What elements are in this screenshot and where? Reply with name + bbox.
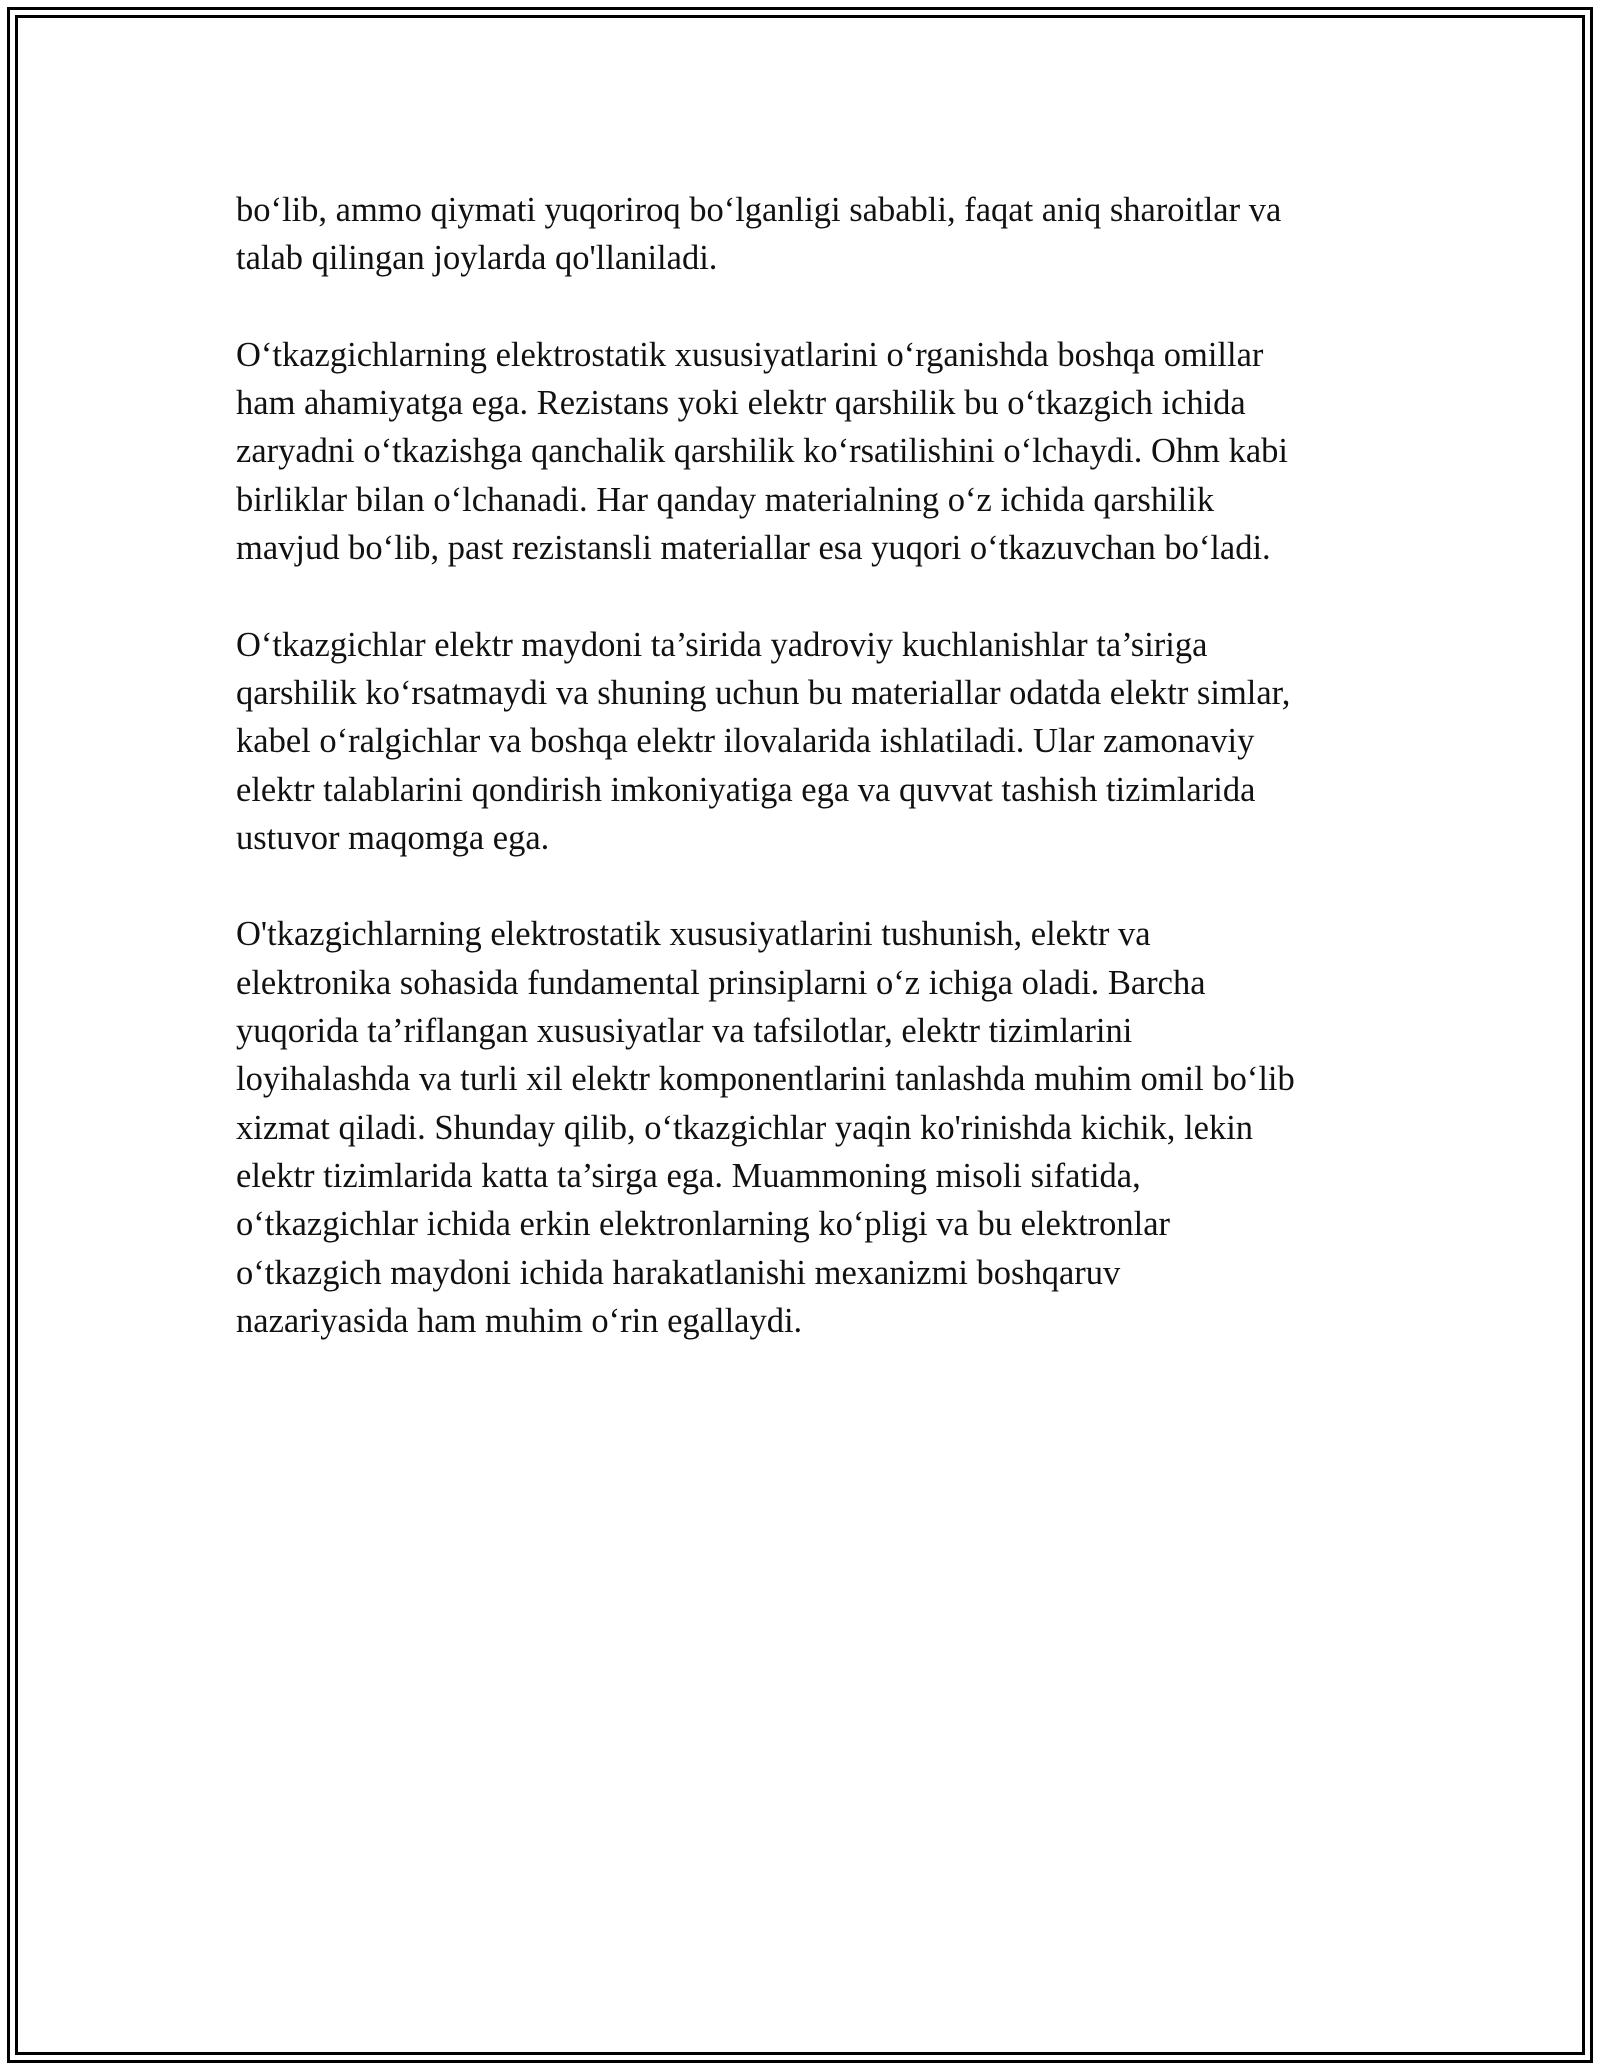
paragraph-1 bbox=[236, 186, 1366, 283]
paragraph-2 bbox=[236, 331, 1366, 572]
text-line: elektr talablarini qondirish imkoniyatiga ega va quvvat tashish tizimlarida bbox=[236, 770, 1256, 809]
text-line: qarshilik ko‘rsatmaydi va shuning uchun bu materiallar odatda elektr simlar, bbox=[236, 673, 1291, 712]
text-line: nazariyasida ham muhim o‘rin egallaydi. bbox=[236, 1301, 803, 1340]
text-line: O‘tkazgichlarning elektrostatik xususiyatlarini o‘rganishda boshqa omillar bbox=[236, 335, 1264, 374]
text-line: birliklar bilan o‘lchanadi. Har qanday materialning o‘z ichida qarshilik bbox=[236, 480, 1215, 519]
text-line: O‘tkazgichlar elektr maydoni ta’sirida yadroviy kuchlanishlar ta’siriga bbox=[236, 625, 1208, 664]
text-line: o‘tkazgich maydoni ichida harakatlanishi mexanizmi boshqaruv bbox=[236, 1253, 1121, 1292]
text-line: O'tkazgichlarning elektrostatik xususiyatlarini tushunish, elektr va bbox=[236, 915, 1151, 954]
paragraph-3 bbox=[236, 621, 1366, 862]
text-line: zaryadni o‘tkazishga qanchalik qarshilik ko‘rsatilishini o‘lchaydi. Ohm kabi bbox=[236, 432, 1288, 471]
text-line: ustuvor maqomga ega. bbox=[236, 818, 550, 857]
document-body bbox=[236, 186, 1366, 1393]
text-line: elektronika sohasida fundamental prinsiplarni o‘z ichiga oladi. Barcha bbox=[236, 963, 1206, 1002]
paragraph-4 bbox=[236, 910, 1366, 1345]
text-line: elektr tizimlarida katta ta’sirga ega. Muammoning misoli sifatida, bbox=[236, 1156, 1141, 1195]
text-line: kabel o‘ralgichlar va boshqa elektr ilovalarida ishlatiladi. Ular zamonaviy bbox=[236, 722, 1255, 761]
text-line: o‘tkazgichlar ichida erkin elektronlarning ko‘pligi va bu elektronlar bbox=[236, 1205, 1171, 1244]
text-line: mavjud bo‘lib, past rezistansli materiallar esa yuqori o‘tkazuvchan bo‘ladi. bbox=[236, 529, 1271, 568]
text-line: bo‘lib, ammo qiymati yuqoriroq bo‘lganligi sababli, faqat aniq sharoitlar va bbox=[236, 191, 1282, 229]
text-line: loyihalashda va turli xil elektr komponentlarini tanlashda muhim omil bo‘lib bbox=[236, 1060, 1295, 1099]
text-line: ham ahamiyatga ega. Rezistans yoki elektr qarshilik bu o‘tkazgich ichida bbox=[236, 384, 1246, 423]
text-line: xizmat qiladi. Shunday qilib, o‘tkazgichlar yaqin ko'rinishda kichik, lekin bbox=[236, 1108, 1254, 1147]
text-line: yuqorida ta’riflangan xususiyatlar va tafsilotlar, elektr tizimlarini bbox=[236, 1012, 1133, 1051]
text-line: talab qilingan joylarda qo'llaniladi. bbox=[236, 239, 718, 278]
